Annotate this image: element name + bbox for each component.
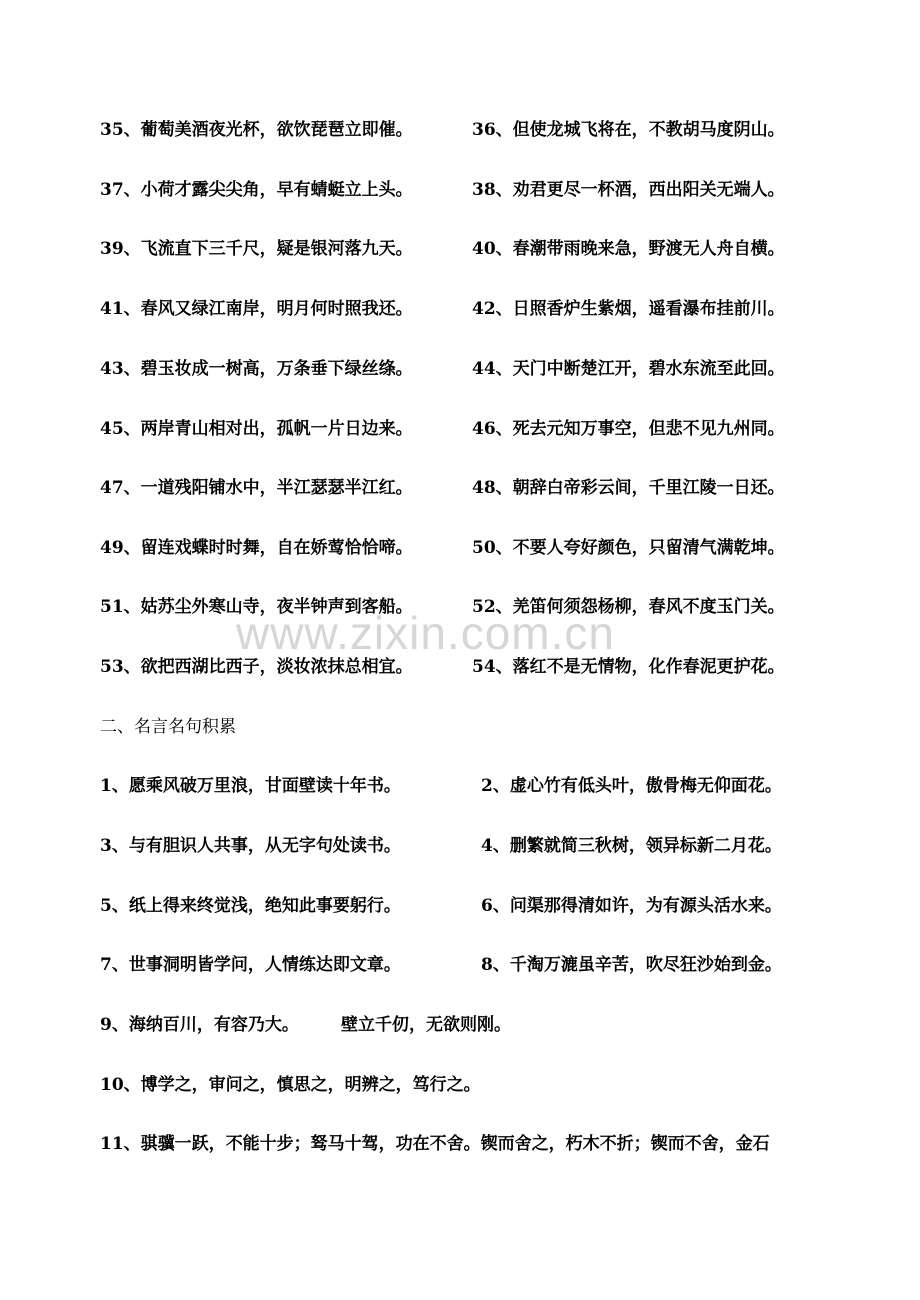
quote-line: 壁立千仞，无欲则刚。 [341, 1015, 511, 1035]
poem-line: 51、姑苏尘外寒山寺，夜半钟声到客船。 [100, 597, 413, 617]
poem-line: 48、朝辞白帝彩云间，千里江陵一日还。 [472, 478, 785, 498]
quote-line: 9、海纳百川，有容乃大。 [100, 1015, 299, 1035]
quote-line: 6、问渠那得清如许，为有源头活水来。 [481, 896, 782, 916]
quote-line: 1、愿乘风破万里浪，甘面壁读十年书。 [100, 776, 401, 796]
poem-line: 46、死去元知万事空，但悲不见九州同。 [472, 419, 785, 439]
poem-line: 44、天门中断楚江开，碧水东流至此回。 [472, 359, 785, 379]
quote-line: 3、与有胆识人共事，从无字句处读书。 [100, 836, 401, 856]
poem-line: 39、飞流直下三千尺，疑是银河落九天。 [100, 239, 413, 259]
poem-line: 36、但使龙城飞将在，不教胡马度阴山。 [472, 120, 785, 140]
poem-line: 49、留连戏蝶时时舞，自在娇莺恰恰啼。 [100, 538, 413, 558]
watermark: www.zixin.com.cn [236, 607, 615, 659]
poem-line: 47、一道残阳铺水中，半江瑟瑟半江红。 [100, 478, 413, 498]
quote-line: 5、纸上得来终觉浅，绝知此事要躬行。 [100, 896, 401, 916]
poem-line: 42、日照香炉生紫烟，遥看瀑布挂前川。 [472, 299, 785, 319]
poem-line: 43、碧玉妆成一树高，万条垂下绿丝绦。 [100, 359, 413, 379]
poem-line: 54、落红不是无情物，化作春泥更护花。 [472, 657, 785, 677]
poem-line: 41、春风又绿江南岸，明月何时照我还。 [100, 299, 413, 319]
section-heading: 二、名言名句积累 [100, 717, 236, 737]
quote-line: 11、骐骥一跃，不能十步；驽马十驾，功在不舍。锲而舍之，朽木不折；锲而不舍，金石 [100, 1134, 770, 1154]
poem-line: 53、欲把西湖比西子，淡妆浓抹总相宜。 [100, 657, 413, 677]
poem-line: 45、两岸青山相对出，孤帆一片日边来。 [100, 419, 413, 439]
poem-line: 50、不要人夸好颜色，只留清气满乾坤。 [472, 538, 785, 558]
quote-line: 7、世事洞明皆学问，人情练达即文章。 [100, 955, 401, 975]
quote-line: 2、虚心竹有低头叶，傲骨梅无仰面花。 [481, 776, 782, 796]
quote-line: 8、千淘万漉虽辛苦，吹尽狂沙始到金。 [481, 955, 782, 975]
poem-line: 38、劝君更尽一杯酒，西出阳关无端人。 [472, 180, 785, 200]
poem-line: 40、春潮带雨晚来急，野渡无人舟自横。 [472, 239, 785, 259]
poem-line: 52、羌笛何须怨杨柳，春风不度玉门关。 [472, 597, 785, 617]
poem-line: 37、小荷才露尖尖角，早有蜻蜓立上头。 [100, 180, 413, 200]
quote-line: 4、删繁就简三秋树，领异标新二月花。 [481, 836, 782, 856]
quote-line: 10、博学之，审问之，慎思之，明辨之，笃行之。 [100, 1075, 481, 1095]
poem-line: 35、葡萄美酒夜光杯，欲饮琵琶立即催。 [100, 120, 413, 140]
